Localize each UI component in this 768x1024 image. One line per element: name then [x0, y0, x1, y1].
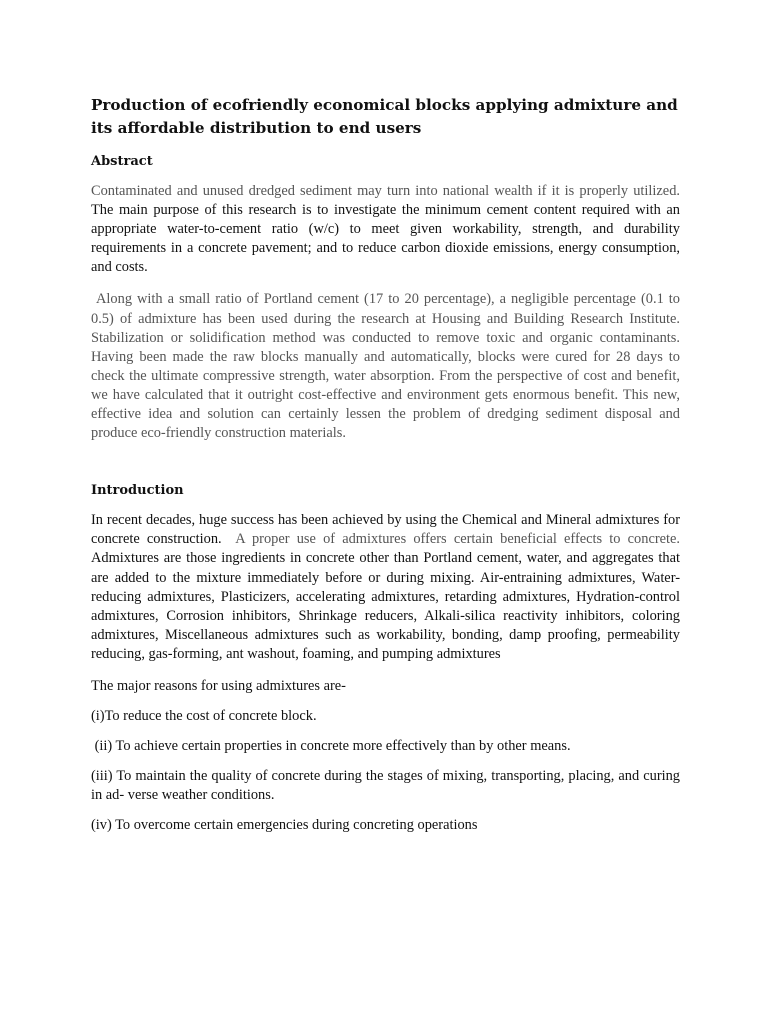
- abstract-main-text: The main purpose of this research is to investigate the minimum cement content required with an appropriate water-to-cement ratio (w/c) to meet given workability, strength, and durability requirements in a concrete pavement; and to reduce carbon dioxide emissions, energy consumption, and costs.: [91, 202, 680, 276]
- abstract-heading: Abstract: [91, 154, 153, 169]
- reason-item: (iii) To maintain the quality of concrete during the stages of mixing, transporting, placing, and curing in ad- verse weather conditions.: [91, 768, 684, 804]
- document-title: Production of ecofriendly economical blocks applying admixture and its affordable distribution to end users: [91, 96, 678, 137]
- introduction-paragraph-1: [91, 511, 684, 664]
- abstract-paragraph-1: [91, 182, 680, 277]
- introduction-heading: Introduction: [91, 483, 184, 499]
- reason-item: (ii) To achieve certain properties in concrete more effectively than by other means.: [91, 738, 571, 755]
- abstract-lead-sentence: Contaminated and unused dredged sediment may turn into national wealth if it is properly utilized.: [91, 183, 680, 199]
- intro-text-b: A proper use of admixtures offers certain beneficial effects to concrete.: [235, 531, 680, 548]
- intro-text-a: In recent decades, huge success has been achieved by using the Chemical and Mineral admixtures for concrete construction.: [91, 512, 684, 548]
- abstract-paragraph-2: Along with a small ratio of Portland cement (17 to 20 percentage), a negligible percentage (0.1 to 0.5) of admixture has been used during the research at Housing and Building Research Institute. Stabilization or solidification method was conducted to remove toxic and organic contaminants. Having been made the raw blocks manually and automatically, blocks were cured for 28 days to check the ultimate compressive strength, water absorption. From the perspective of cost and benefit, we have calculated that it outright cost-effective and environment gets enormous benefit. This new, effective idea and solution can certainly lessen the problem of dredging sediment disposal and produce eco-friendly construction materials.: [91, 291, 688, 442]
- reason-item: (iv) To overcome certain emergencies during concreting operations: [91, 817, 478, 834]
- section-spacer: [91, 456, 680, 482]
- reasons-lead: The major reasons for using admixtures are-: [91, 677, 346, 694]
- reason-item: (i)To reduce the cost of concrete block.: [91, 708, 317, 725]
- intro-text-c: Admixtures are those ingredients in concrete other than Portland cement, water, and aggregates that are added to the mixture immediately before or during mixing. Air-entraining admixtures, Water-reducing admixtures, Plasticizers, accelerating admixtures, retarding admixtures, Hydration-control admixtures, Corrosion inhibitors, Shrinkage reducers, Alkali-silica reactivity inhibitors, coloring admixtures, Miscellaneous admixtures such as workability, bonding, damp proofing, permeability reducing, gas-forming, ant washout, foaming, and pumping admixtures: [91, 531, 684, 662]
